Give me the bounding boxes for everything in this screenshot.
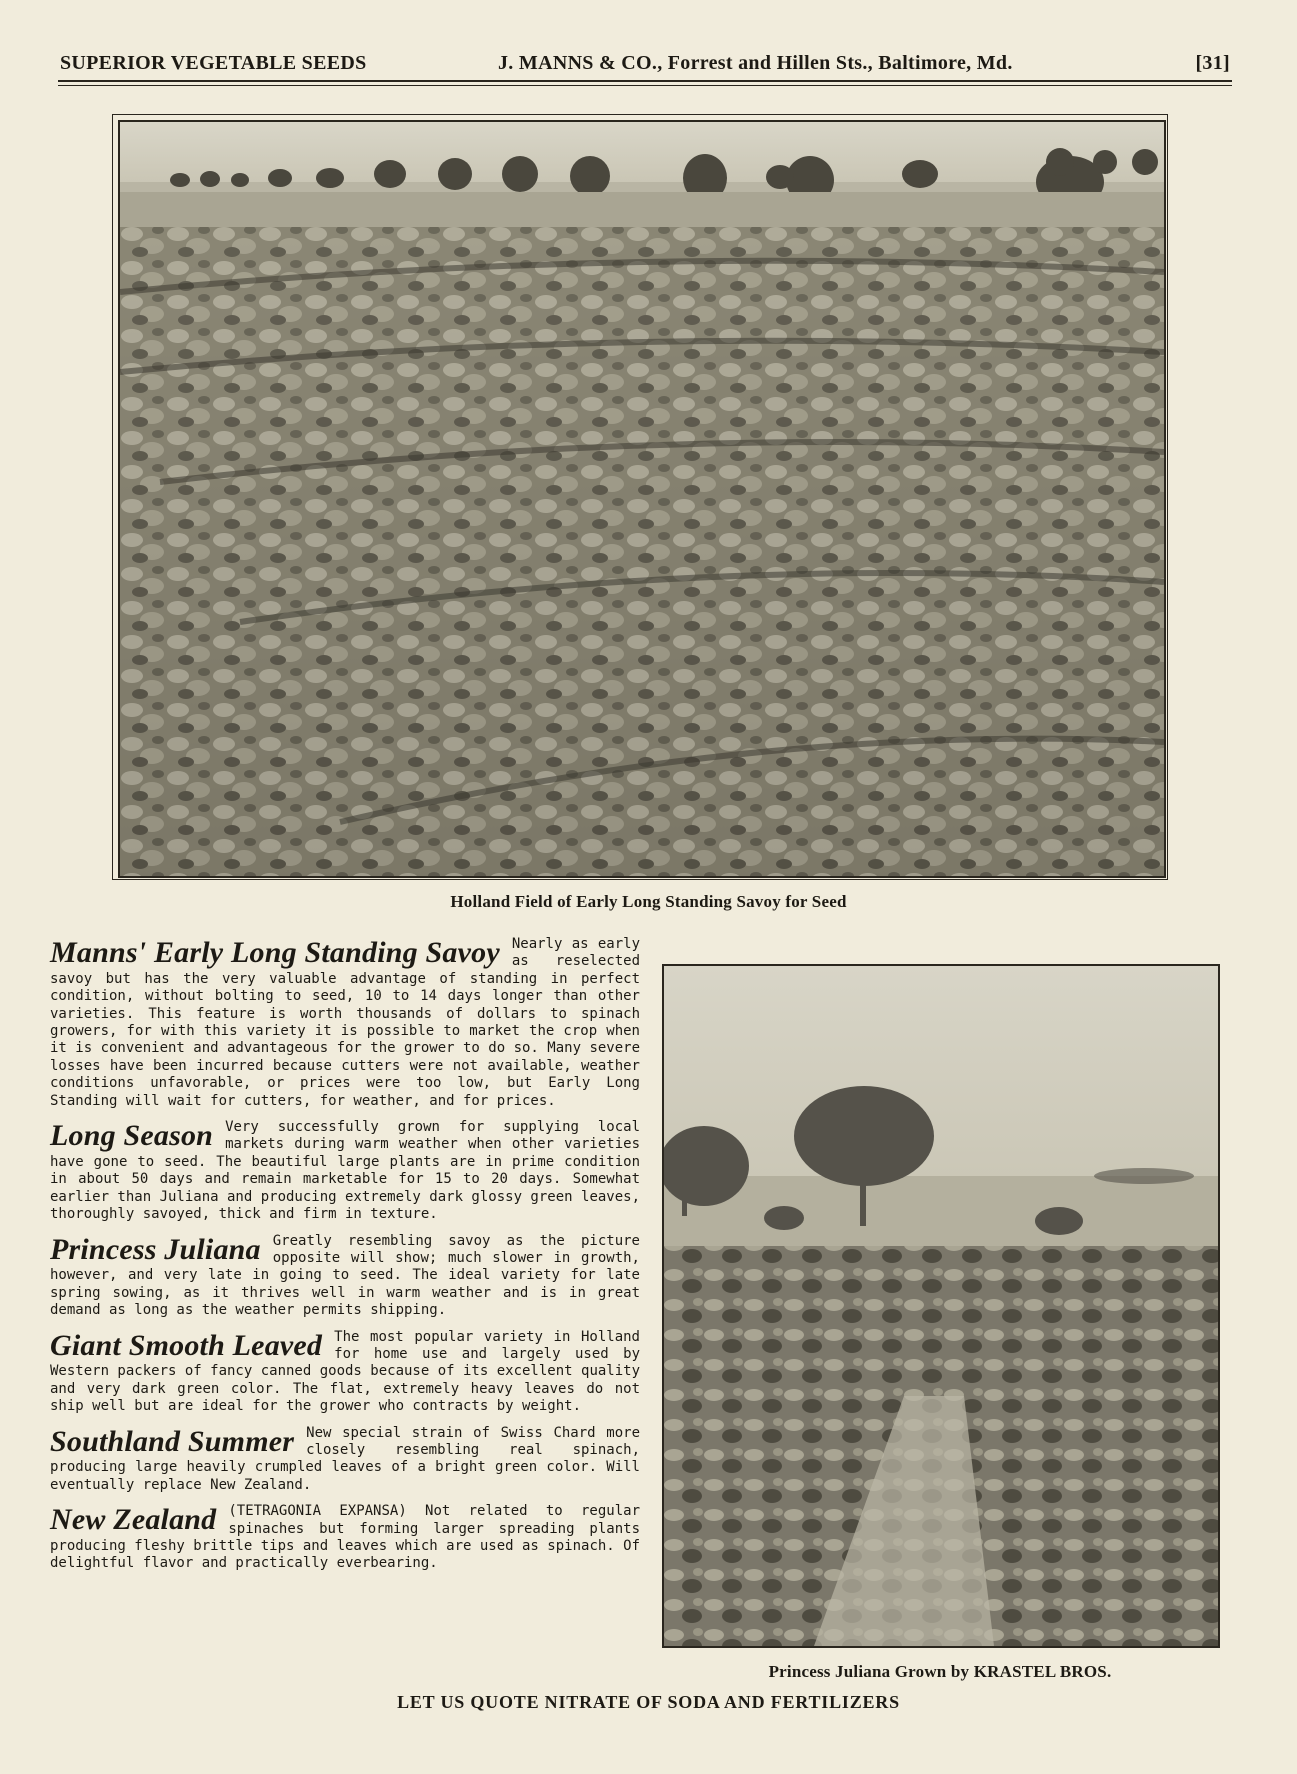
variety-title: New Zealand xyxy=(50,1503,217,1537)
header-rule xyxy=(58,80,1232,82)
variety-descriptions xyxy=(50,936,640,1582)
variety-entry xyxy=(50,1119,640,1223)
variety-entry xyxy=(50,1233,640,1320)
princess-juliana-photo xyxy=(662,964,1220,1648)
variety-description: Nearly as early as reselected savoy but has the very valuable advantage of standing in perfect condition, without bolting to seed, 10 to 14 days longer than other varieties. This feature is worth thousands of dollars to spinach growers, for with this variety it is possible to market the crop when it is convenient and advantageous for the grower to do so. Many severe losses have been incurred because cutters were not available, weather conditions unfavorable, or prices were too low, but Early Long Standing will wait for cutters, for weather, and for prices. xyxy=(50,936,641,1109)
variety-title: Southland Summer xyxy=(50,1424,295,1458)
header-left-title: SUPERIOR VEGETABLE SEEDS xyxy=(60,52,367,74)
page-header xyxy=(58,52,1230,80)
variety-entry xyxy=(50,1425,640,1495)
variety-title: Giant Smooth Leaved xyxy=(50,1328,323,1362)
variety-entry xyxy=(50,1329,640,1416)
top-photo-caption: Holland Field of Early Long Standing Savoy for Seed xyxy=(450,892,847,911)
variety-entry xyxy=(50,936,640,1110)
variety-entry xyxy=(50,1503,640,1573)
header-rule-thin xyxy=(58,85,1232,86)
spinach-field-photo xyxy=(118,120,1166,878)
page-footer: LET US QUOTE NITRATE OF SODA AND FERTILIZERS xyxy=(397,1692,900,1712)
page-number: [31] xyxy=(1195,52,1230,74)
variety-description: The most popular variety in Holland for home use and largely used by Western packers of fancy canned goods because of its excellent quality and very dark green color. The flat, extremely heavy leaves do not ship well but are ideal for the grower who contracts by weight. xyxy=(50,1328,641,1415)
variety-description: (TETRAGONIA EXPANSA) Not related to regular spinaches but forming larger spreading plants producing fleshy brittle tips and leaves which are used as spinach. Of delightful flavor and practically everbearing. xyxy=(50,1503,641,1572)
right-photo-caption: Princess Juliana Grown by KRASTEL BROS. xyxy=(768,1662,1112,1681)
variety-title: Long Season xyxy=(50,1119,214,1153)
variety-description: Greatly resembling savoy as the picture opposite will show; much slower in growth, however, and very late in going to seed. The ideal variety for late spring sowing, as it thrives well in warm weather and is in great demand as long as the weather permits shipping. xyxy=(50,1232,640,1319)
header-company-address: J. MANNS & CO., Forrest and Hillen Sts., Baltimore, Md. xyxy=(498,52,1013,74)
variety-title: Manns' Early Long Standing Savoy xyxy=(50,936,500,969)
variety-description: Very successfully grown for supplying local markets during warm weather when other varieties have gone to seed. The beautiful large plants are in prime condition in about 50 days and remain marketable for 15 to 20 days. Somewhat earlier than Juliana and producing extremely dark glossy green leaves, thoroughly savoyed, thick and firm in texture. xyxy=(50,1119,641,1223)
variety-title: Princess Juliana xyxy=(50,1232,261,1266)
variety-description: New special strain of Swiss Chard more closely resembling real spinach, producing large heavily crumpled leaves of a bright green color. Will eventually replace New Zealand. xyxy=(50,1424,640,1493)
